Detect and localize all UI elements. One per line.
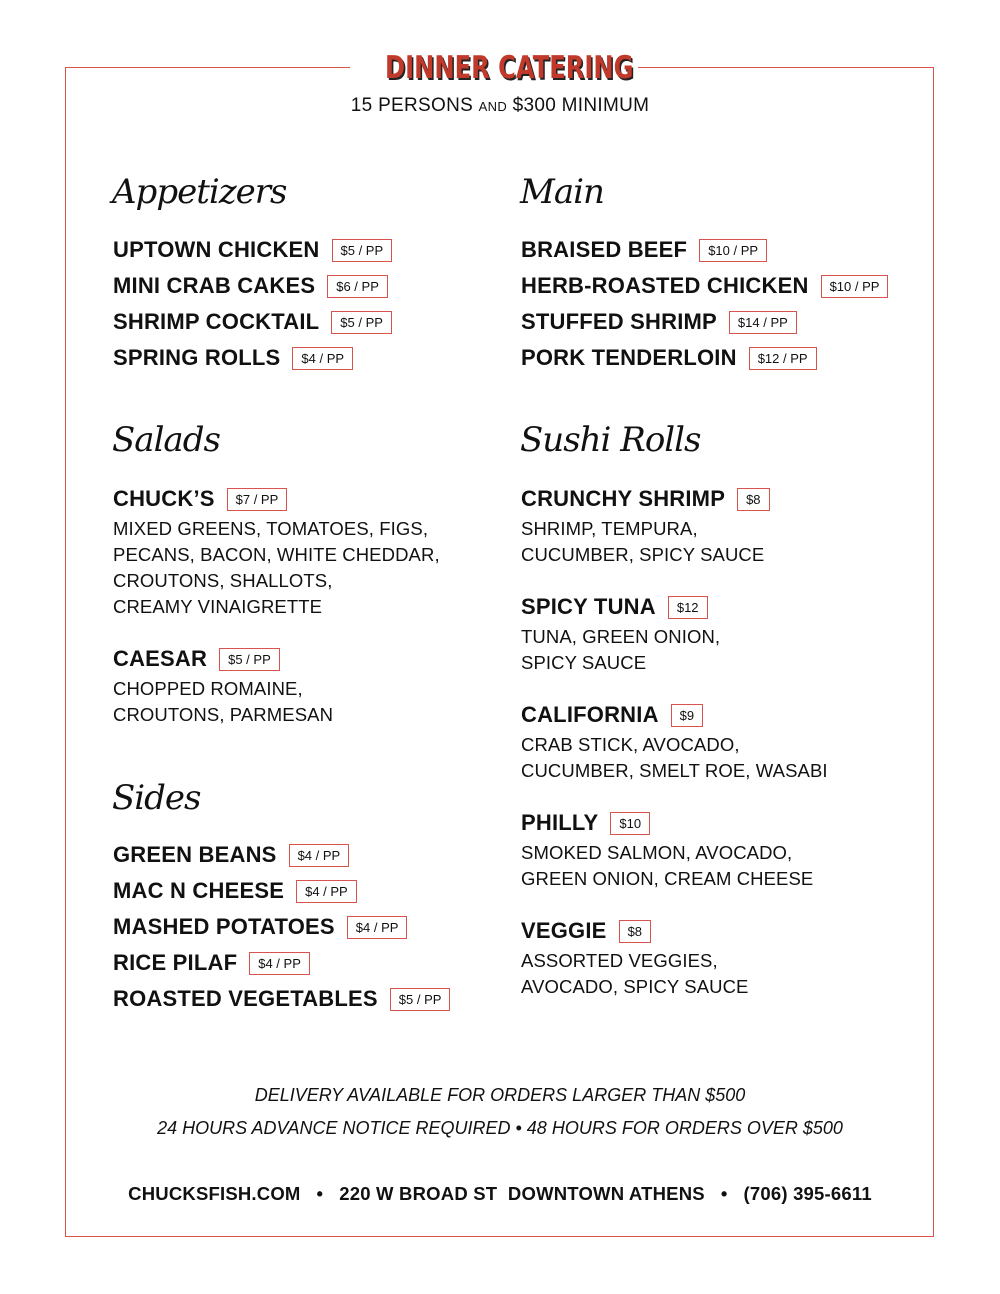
page-title: DINNER CATERING <box>385 50 634 86</box>
item-name: PORK TENDERLOIN <box>521 345 737 370</box>
item-name: SHRIMP COCKTAIL <box>113 309 320 334</box>
price-tag: $8 <box>619 920 651 943</box>
item-description <box>521 840 813 892</box>
item-name: HERB-ROASTED CHICKEN <box>521 273 809 298</box>
menu-item-main <box>521 273 888 299</box>
description-line: CRAB STICK, AVOCADO, <box>521 734 740 755</box>
item-description <box>521 624 720 676</box>
price-tag: $5 / PP <box>331 311 392 334</box>
item-description <box>521 516 764 568</box>
subtitle-and: AND <box>478 99 508 114</box>
price-tag: $4 / PP <box>249 952 310 975</box>
advance-notice-note: 24 HOURS ADVANCE NOTICE REQUIRED • 48 HOURS FOR ORDERS OVER $500 <box>157 1118 843 1138</box>
description-line: CROUTONS, SHALLOTS, <box>113 570 333 591</box>
appetizers-heading: Appetizers <box>112 172 287 212</box>
item-description <box>521 732 828 784</box>
title-backdrop <box>350 46 638 90</box>
menu-item-appetizer <box>113 237 392 263</box>
main-heading: Main <box>520 172 604 212</box>
menu-item-salad <box>113 646 280 672</box>
subtitle-persons: 15 PERSONS <box>350 95 479 116</box>
description-line: CHOPPED ROMAINE, <box>113 678 303 699</box>
description-line: MIXED GREENS, TOMATOES, FIGS, <box>113 518 429 539</box>
item-name: RICE PILAF <box>113 950 238 975</box>
price-tag: $6 / PP <box>327 275 388 298</box>
menu-item-side <box>113 986 450 1012</box>
price-tag: $5 / PP <box>332 239 393 262</box>
price-tag: $10 / PP <box>821 275 889 298</box>
description-line: CUCUMBER, SPICY SAUCE <box>521 544 765 565</box>
price-tag: $5 / PP <box>219 648 280 671</box>
sides-heading: Sides <box>112 778 201 818</box>
item-name: UPTOWN CHICKEN <box>113 237 320 262</box>
description-line: PECANS, BACON, WHITE CHEDDAR, <box>113 544 440 565</box>
description-line: CREAMY VINAIGRETTE <box>113 596 323 617</box>
minimum-order-subtitle <box>0 95 1000 117</box>
description-line: ASSORTED VEGGIES, <box>521 950 718 971</box>
menu-item-sushi <box>521 810 650 836</box>
price-tag: $12 <box>668 596 708 619</box>
delivery-note: DELIVERY AVAILABLE FOR ORDERS LARGER THAN $500 <box>254 1085 746 1105</box>
description-line: CROUTONS, PARMESAN <box>113 704 334 725</box>
menu-item-sushi <box>521 702 703 728</box>
menu-item-main <box>521 237 767 263</box>
price-tag: $9 <box>671 704 703 727</box>
price-tag: $12 / PP <box>749 347 817 370</box>
price-tag: $5 / PP <box>390 988 451 1011</box>
price-tag: $4 / PP <box>289 844 350 867</box>
item-name: MINI CRAB CAKES <box>113 273 316 298</box>
description-line: SPICY SAUCE <box>521 652 647 673</box>
item-name: VEGGIE <box>521 918 607 943</box>
menu-item-side <box>113 950 310 976</box>
menu-item-sushi <box>521 918 651 944</box>
description-line: SHRIMP, TEMPURA, <box>521 518 698 539</box>
item-description <box>113 516 440 620</box>
price-tag: $4 / PP <box>292 347 353 370</box>
item-description <box>521 948 749 1000</box>
menu-item-sushi <box>521 594 708 620</box>
menu-item-salad <box>113 486 287 512</box>
description-line: CUCUMBER, SMELT ROE, WASABI <box>521 760 828 781</box>
item-name: ROASTED VEGETABLES <box>113 986 378 1011</box>
menu-item-side <box>113 878 357 904</box>
item-name: PHILLY <box>521 810 599 835</box>
menu-item-main <box>521 309 797 335</box>
menu-item-appetizer <box>113 309 392 335</box>
item-name: SPRING ROLLS <box>113 345 281 370</box>
price-tag: $10 <box>610 812 650 835</box>
item-name: SPICY TUNA <box>521 594 656 619</box>
price-tag: $8 <box>737 488 769 511</box>
salads-heading: Salads <box>112 420 220 460</box>
menu-item-sushi <box>521 486 770 512</box>
menu-item-appetizer <box>113 273 388 299</box>
item-name: STUFFED SHRIMP <box>521 309 717 334</box>
description-line: TUNA, GREEN ONION, <box>521 626 721 647</box>
menu-item-main <box>521 345 817 371</box>
menu-item-appetizer <box>113 345 353 371</box>
description-line: SMOKED SALMON, AVOCADO, <box>521 842 793 863</box>
sushi-rolls-heading: Sushi Rolls <box>520 420 701 460</box>
price-tag: $4 / PP <box>296 880 357 903</box>
price-tag: $10 / PP <box>699 239 767 262</box>
subtitle-minimum: $300 MINIMUM <box>507 95 650 116</box>
price-tag: $4 / PP <box>347 916 408 939</box>
item-name: CRUNCHY SHRIMP <box>521 486 726 511</box>
item-name: GREEN BEANS <box>113 842 277 867</box>
description-line: GREEN ONION, CREAM CHEESE <box>521 868 814 889</box>
item-name: MAC N CHEESE <box>113 878 285 903</box>
menu-item-side <box>113 914 407 940</box>
item-name: MASHED POTATOES <box>113 914 335 939</box>
item-name: CALIFORNIA <box>521 702 659 727</box>
item-description <box>113 676 333 728</box>
contact-line: CHUCKSFISH.COM • 220 W BROAD ST DOWNTOWN ATHENS • (706) 395-6611 <box>128 1183 872 1204</box>
description-line: AVOCADO, SPICY SAUCE <box>521 976 749 997</box>
price-tag: $7 / PP <box>227 488 288 511</box>
item-name: CHUCK’S <box>113 486 215 511</box>
menu-item-side <box>113 842 349 868</box>
item-name: BRAISED BEEF <box>521 237 688 262</box>
price-tag: $14 / PP <box>729 311 797 334</box>
item-name: CAESAR <box>113 646 208 671</box>
